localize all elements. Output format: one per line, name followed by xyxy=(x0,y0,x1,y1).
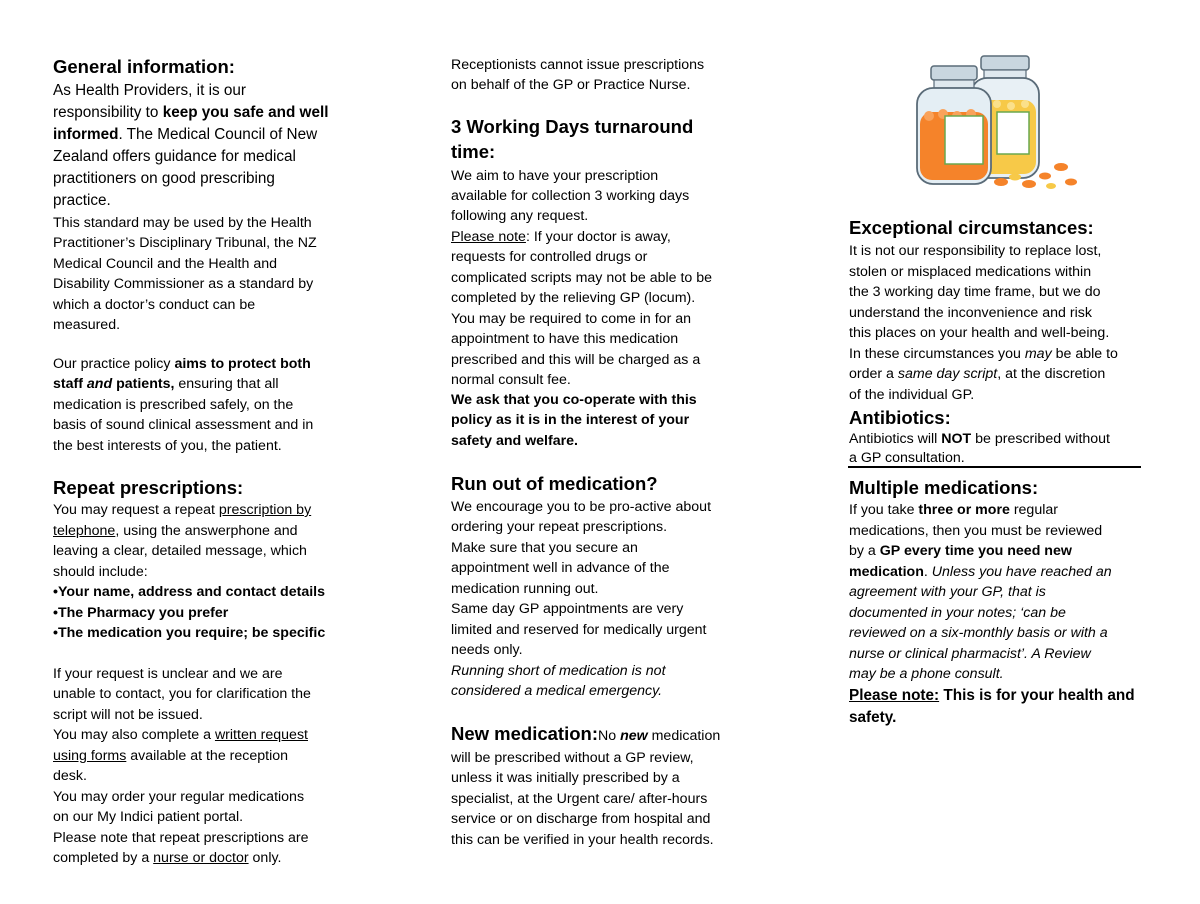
run-out-line: Same day GP appointments are very xyxy=(451,601,684,617)
multiple-line: documented in your notes; ‘can be xyxy=(849,605,1066,621)
run-out-line: appointment well in advance of the xyxy=(451,560,670,576)
multiple-line: by a GP every time you need new xyxy=(849,543,1072,559)
repeat-line: Please note that repeat prescriptions are xyxy=(53,830,309,846)
policy-line: the best interests of you, the patient. xyxy=(53,438,282,454)
run-out-heading: Run out of medication? xyxy=(451,473,658,494)
turnaround-line: You may be required to come in for an xyxy=(451,311,692,327)
repeat-line: If your request is unclear and we are xyxy=(53,666,283,682)
general-info-line: informed. The Medical Council of New xyxy=(53,126,318,143)
new-medication-line: New medication:No new medication xyxy=(451,723,721,744)
divider xyxy=(848,466,1141,468)
run-out-line: needs only. xyxy=(451,642,523,658)
run-out-line: ordering your repeat prescriptions. xyxy=(451,519,668,535)
exceptional-line: In these circumstances you may be able to xyxy=(849,346,1118,362)
repeat-line: You may request a repeat prescription by xyxy=(53,502,312,518)
run-out-line: limited and reserved for medically urgent xyxy=(451,622,707,638)
run-out-line: Make sure that you secure an xyxy=(451,540,638,556)
turnaround-line: Please note: If your doctor is away, xyxy=(451,229,671,245)
multiple-line: nurse or clinical pharmacist’. A Review xyxy=(849,646,1091,662)
run-out-line: medication running out. xyxy=(451,581,599,597)
general-info-line: As Health Providers, it is our xyxy=(53,82,246,99)
standard-line: measured. xyxy=(53,317,121,333)
intro-line: Receptionists cannot issue prescriptions xyxy=(451,57,705,73)
turnaround-line: completed by the relieving GP (locum). xyxy=(451,290,696,306)
exceptional-line: this places on your health and well-being. xyxy=(849,325,1110,341)
turnaround-line: complicated scripts may not be able to be xyxy=(451,270,713,286)
general-info-heading: General information: xyxy=(53,56,235,77)
exceptional-line: of the individual GP. xyxy=(849,387,975,403)
exceptional-line: order a same day script, at the discretion xyxy=(849,366,1106,382)
repeat-line: script will not be issued. xyxy=(53,707,203,723)
multiple-line: agreement with your GP, that is xyxy=(849,584,1046,600)
exceptional-line: the 3 working day time frame, but we do xyxy=(849,284,1101,300)
multiple-note-line: Please note: This is for your health and xyxy=(849,687,1135,704)
standard-line: Disability Commissioner as a standard by xyxy=(53,276,314,292)
run-out-note: Running short of medication is not xyxy=(451,663,666,679)
repeat-line: unable to contact, you for clarification the xyxy=(53,686,311,702)
policy-line: basis of sound clinical assessment and in xyxy=(53,417,314,433)
run-out-line: We encourage you to be pro-active about xyxy=(451,499,712,515)
repeat-line: leaving a clear, detailed message, which xyxy=(53,543,307,559)
general-info-line: practitioners on good prescribing xyxy=(53,170,275,187)
bullet-pharmacy: •The Pharmacy you prefer xyxy=(53,605,229,621)
turnaround-heading: time: xyxy=(451,141,496,162)
multiple-medications-heading: Multiple medications: xyxy=(849,477,1039,498)
turnaround-line: available for collection 3 working days xyxy=(451,188,690,204)
bullet-contact-details: •Your name, address and contact details xyxy=(53,584,325,600)
standard-line: Practitioner’s Disciplinary Tribunal, the NZ xyxy=(53,235,317,251)
turnaround-ask-line: policy as it is in the interest of your xyxy=(451,412,690,428)
policy-line: medication is prescribed safely, on the xyxy=(53,397,294,413)
repeat-line: You may also complete a written request xyxy=(53,727,308,743)
turnaround-ask-line: We ask that you co-operate with this xyxy=(451,392,697,408)
turnaround-line: We aim to have your prescription xyxy=(451,168,659,184)
antibiotics-line: Antibiotics will NOT be prescribed without xyxy=(849,431,1111,447)
antibiotics-heading: Antibiotics: xyxy=(849,407,951,428)
new-medication-line: service or on discharge from hospital and xyxy=(451,811,711,827)
turnaround-line: requests for controlled drugs or xyxy=(451,249,648,265)
standard-line: This standard may be used by the Health xyxy=(53,215,312,231)
standard-line: which a doctor’s conduct can be xyxy=(53,297,256,313)
multiple-line: medications, then you must be reviewed xyxy=(849,523,1103,539)
new-medication-line: this can be verified in your health records. xyxy=(451,832,714,848)
multiple-line: medication. Unless you have reached an xyxy=(849,564,1112,580)
repeat-line: should include: xyxy=(53,564,148,580)
run-out-note: considered a medical emergency. xyxy=(451,683,663,699)
exceptional-heading: Exceptional circumstances: xyxy=(849,217,1094,238)
multiple-line: reviewed on a six-monthly basis or with a xyxy=(849,625,1108,641)
new-medication-line: unless it was initially prescribed by a xyxy=(451,770,680,786)
turnaround-line: normal consult fee. xyxy=(451,372,571,388)
policy-line: staff and patients, ensuring that all xyxy=(53,376,279,392)
exceptional-line: understand the inconvenience and risk xyxy=(849,305,1092,321)
repeat-prescriptions-heading: Repeat prescriptions: xyxy=(53,477,244,498)
turnaround-ask-line: safety and welfare. xyxy=(451,433,578,449)
exceptional-line: stolen or misplaced medications within xyxy=(849,264,1092,280)
policy-line: Our practice policy aims to protect both xyxy=(53,356,311,372)
repeat-line: You may order your regular medications xyxy=(53,789,305,805)
repeat-line: desk. xyxy=(53,768,87,784)
multiple-line: If you take three or more regular xyxy=(849,502,1058,518)
new-medication-heading: New medication: xyxy=(451,723,598,744)
antibiotics-line: a GP consultation. xyxy=(849,450,965,466)
multiple-note-line: safety. xyxy=(849,709,897,726)
general-info-line: Zealand offers guidance for medical xyxy=(53,148,296,165)
exceptional-line: It is not our responsibility to replace lost, xyxy=(849,243,1102,259)
intro-line: on behalf of the GP or Practice Nurse. xyxy=(451,77,691,93)
turnaround-line: following any request. xyxy=(451,208,589,224)
turnaround-line: prescribed and this will be charged as a xyxy=(451,352,701,368)
general-info-line: responsibility to keep you safe and well xyxy=(53,104,329,121)
new-medication-line: specialist, at the Urgent care/ after-hours xyxy=(451,791,708,807)
repeat-line: using forms available at the reception xyxy=(53,748,289,764)
new-medication-line: will be prescribed without a GP review, xyxy=(451,750,694,766)
standard-line: Medical Council and the Health and xyxy=(53,256,277,272)
repeat-line: telephone, using the answerphone and xyxy=(53,523,298,539)
turnaround-line: appointment to have this medication xyxy=(451,331,679,347)
multiple-line: may be a phone consult. xyxy=(849,666,1004,682)
bullet-medication: •The medication you require; be specific xyxy=(53,625,326,641)
pill-bottles-icon xyxy=(911,52,1091,192)
turnaround-heading: 3 Working Days turnaround xyxy=(451,116,694,137)
general-info-line: practice. xyxy=(53,192,111,209)
repeat-line: completed by a nurse or doctor only. xyxy=(53,850,282,866)
repeat-line: on our My Indici patient portal. xyxy=(53,809,244,825)
